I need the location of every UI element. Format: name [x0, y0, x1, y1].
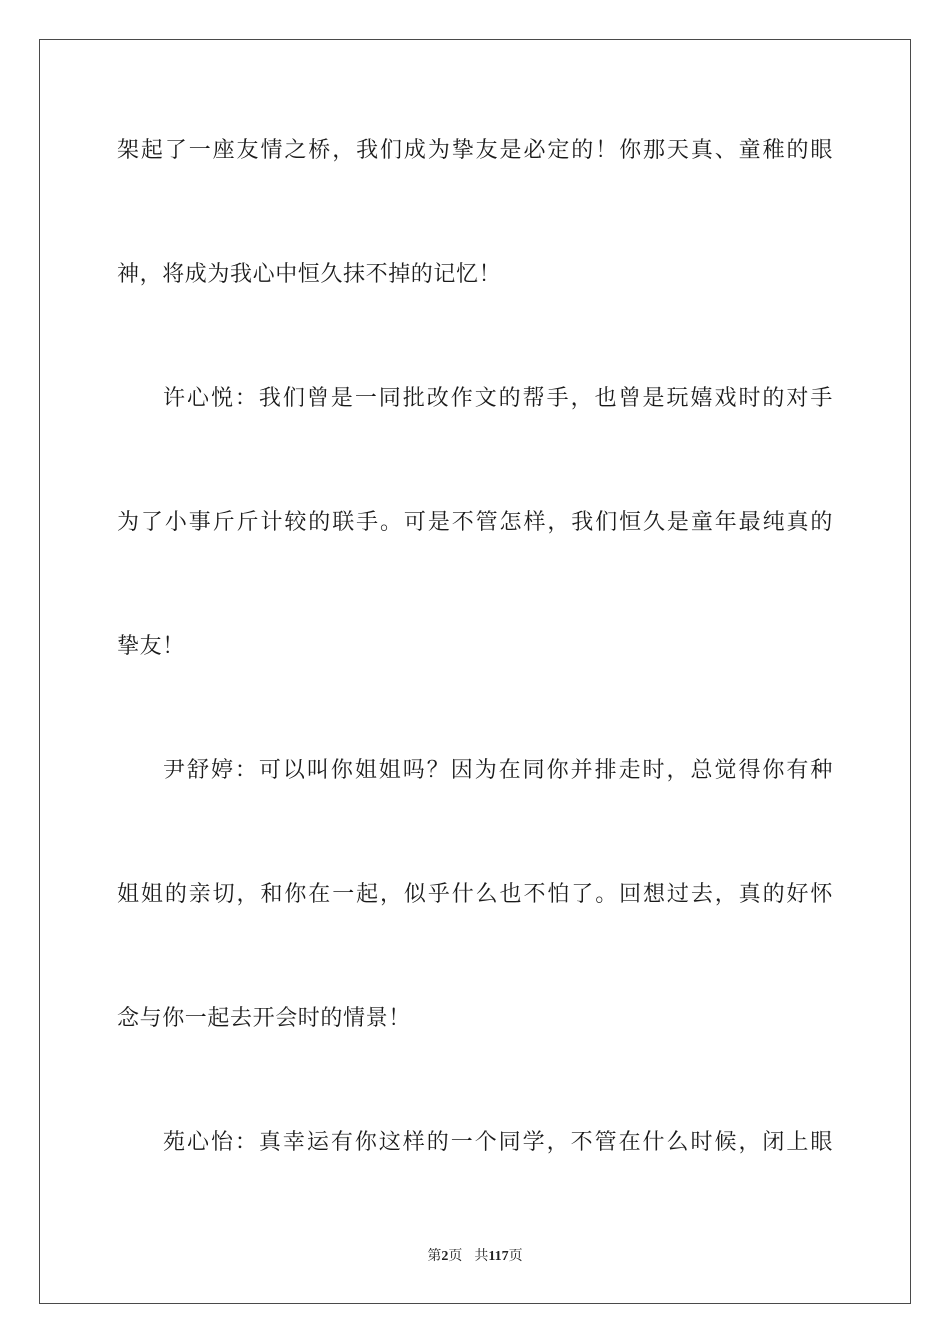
text-line-6: 尹舒婷：可以叫你姐姐吗？因为在同你并排走时，总觉得你有种	[163, 758, 833, 783]
text-line-2: 神，将成为我心中恒久抹不掉的记忆！	[117, 262, 502, 287]
text-line-1: 架起了一座友情之桥，我们成为挚友是必定的！你那天真、童稚的眼	[117, 138, 833, 163]
text-line-3: 许心悦：我们曾是一同批改作文的帮手，也曾是玩嬉戏时的对手	[163, 386, 833, 411]
footer-total-pages: 117	[488, 1249, 509, 1264]
footer-prefix: 第	[427, 1249, 442, 1264]
footer-total-prefix: 共	[474, 1249, 489, 1264]
footer-page-suffix: 页	[448, 1249, 463, 1264]
page-border	[39, 39, 911, 1304]
text-line-4: 为了小事斤斤计较的联手。可是不管怎样，我们恒久是童年最纯真的	[117, 510, 833, 535]
text-line-7: 姐姐的亲切，和你在一起，似乎什么也不怕了。回想过去，真的好怀	[117, 882, 833, 907]
footer-page-number: 2	[441, 1249, 449, 1264]
text-line-9: 苑心怡：真幸运有你这样的一个同学，不管在什么时候，闭上眼	[163, 1130, 833, 1155]
page-footer	[0, 1245, 950, 1265]
text-line-8: 念与你一起去开会时的情景！	[117, 1006, 411, 1031]
footer-total-suffix: 页	[508, 1249, 523, 1264]
text-line-5: 挚友！	[117, 634, 185, 659]
